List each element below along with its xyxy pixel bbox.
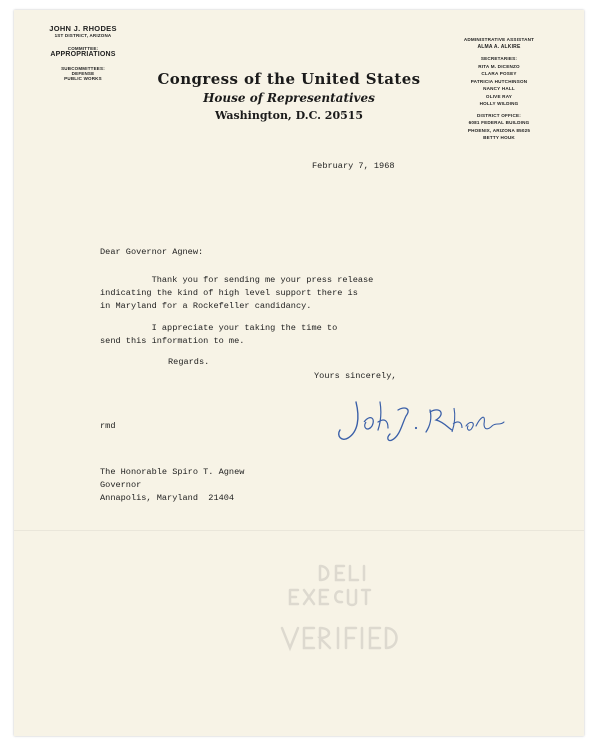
district-office-label: DISTRICT OFFICE: xyxy=(476,112,522,118)
congressman-district: 1ST DISTRICT, ARIZONA xyxy=(54,33,112,38)
district-office-line: PHOENIX, ARIZONA 85025 xyxy=(467,127,531,133)
committee-label: COMMITTEE: xyxy=(67,46,99,51)
letter-sheet xyxy=(14,10,584,736)
salutation: Dear Governor Agnew: xyxy=(100,247,204,257)
recipient-address: The Honorable Spiro T. Agnew Governor Annapolis, Maryland 21404 xyxy=(100,467,245,503)
body-paragraph-2: I appreciate your taking the time to send this information to me. xyxy=(100,323,338,346)
letterhead-right xyxy=(434,36,564,142)
body-paragraph-1: Thank you for sending me your press release indicating the kind of high level support there is in Maryland for a Rockefeller candidancy. xyxy=(100,275,374,311)
district-office-line: 6081 FEDERAL BUILDING xyxy=(468,120,530,125)
secretaries-label: SECRETARIES: xyxy=(480,56,518,61)
secretary-name: HOLLY WILDING xyxy=(479,101,519,106)
typist-initials: rmd xyxy=(100,421,116,431)
house-title: House of Representatives xyxy=(203,91,375,105)
congress-title: Congress of the United States xyxy=(157,70,421,88)
letter-date: February 7, 1968 xyxy=(312,161,395,171)
subcommittee-defense: DEFENSE xyxy=(71,71,95,76)
letterhead-center xyxy=(154,70,424,122)
admin-assistant-name: ALMA A. ALKIRE xyxy=(477,43,521,50)
secretary-name: RITA M. DICENZO xyxy=(478,63,520,69)
secretary-name: CLARA POSEY xyxy=(481,71,517,76)
admin-assistant-label: ADMINISTRATIVE ASSISTANT xyxy=(463,37,535,42)
subcommittee-public-works: PUBLIC WORKS xyxy=(64,76,102,81)
regards-line: Regards. xyxy=(168,357,210,367)
secretary-name: OLIVE RAY xyxy=(485,93,513,99)
letterhead-left xyxy=(28,24,138,81)
closing-line: Yours sincerely, xyxy=(314,371,397,381)
secretary-name: PATRICIA HUTCHINSON xyxy=(470,78,528,84)
subcommittees-label: SUBCOMMITTEES: xyxy=(61,66,105,71)
district-office-contact: BETTY HOUK xyxy=(483,135,515,140)
washington-address: Washington, D.C. 20515 xyxy=(214,109,364,122)
faded-stamp-mark xyxy=(260,558,410,668)
handwritten-signature xyxy=(326,388,516,448)
secretary-name: NANCY HALL xyxy=(483,86,515,91)
paper-fold-line xyxy=(14,530,584,531)
committee-name: APPROPRIATIONS xyxy=(50,51,116,58)
congressman-name: JOHN J. RHODES xyxy=(49,24,117,33)
